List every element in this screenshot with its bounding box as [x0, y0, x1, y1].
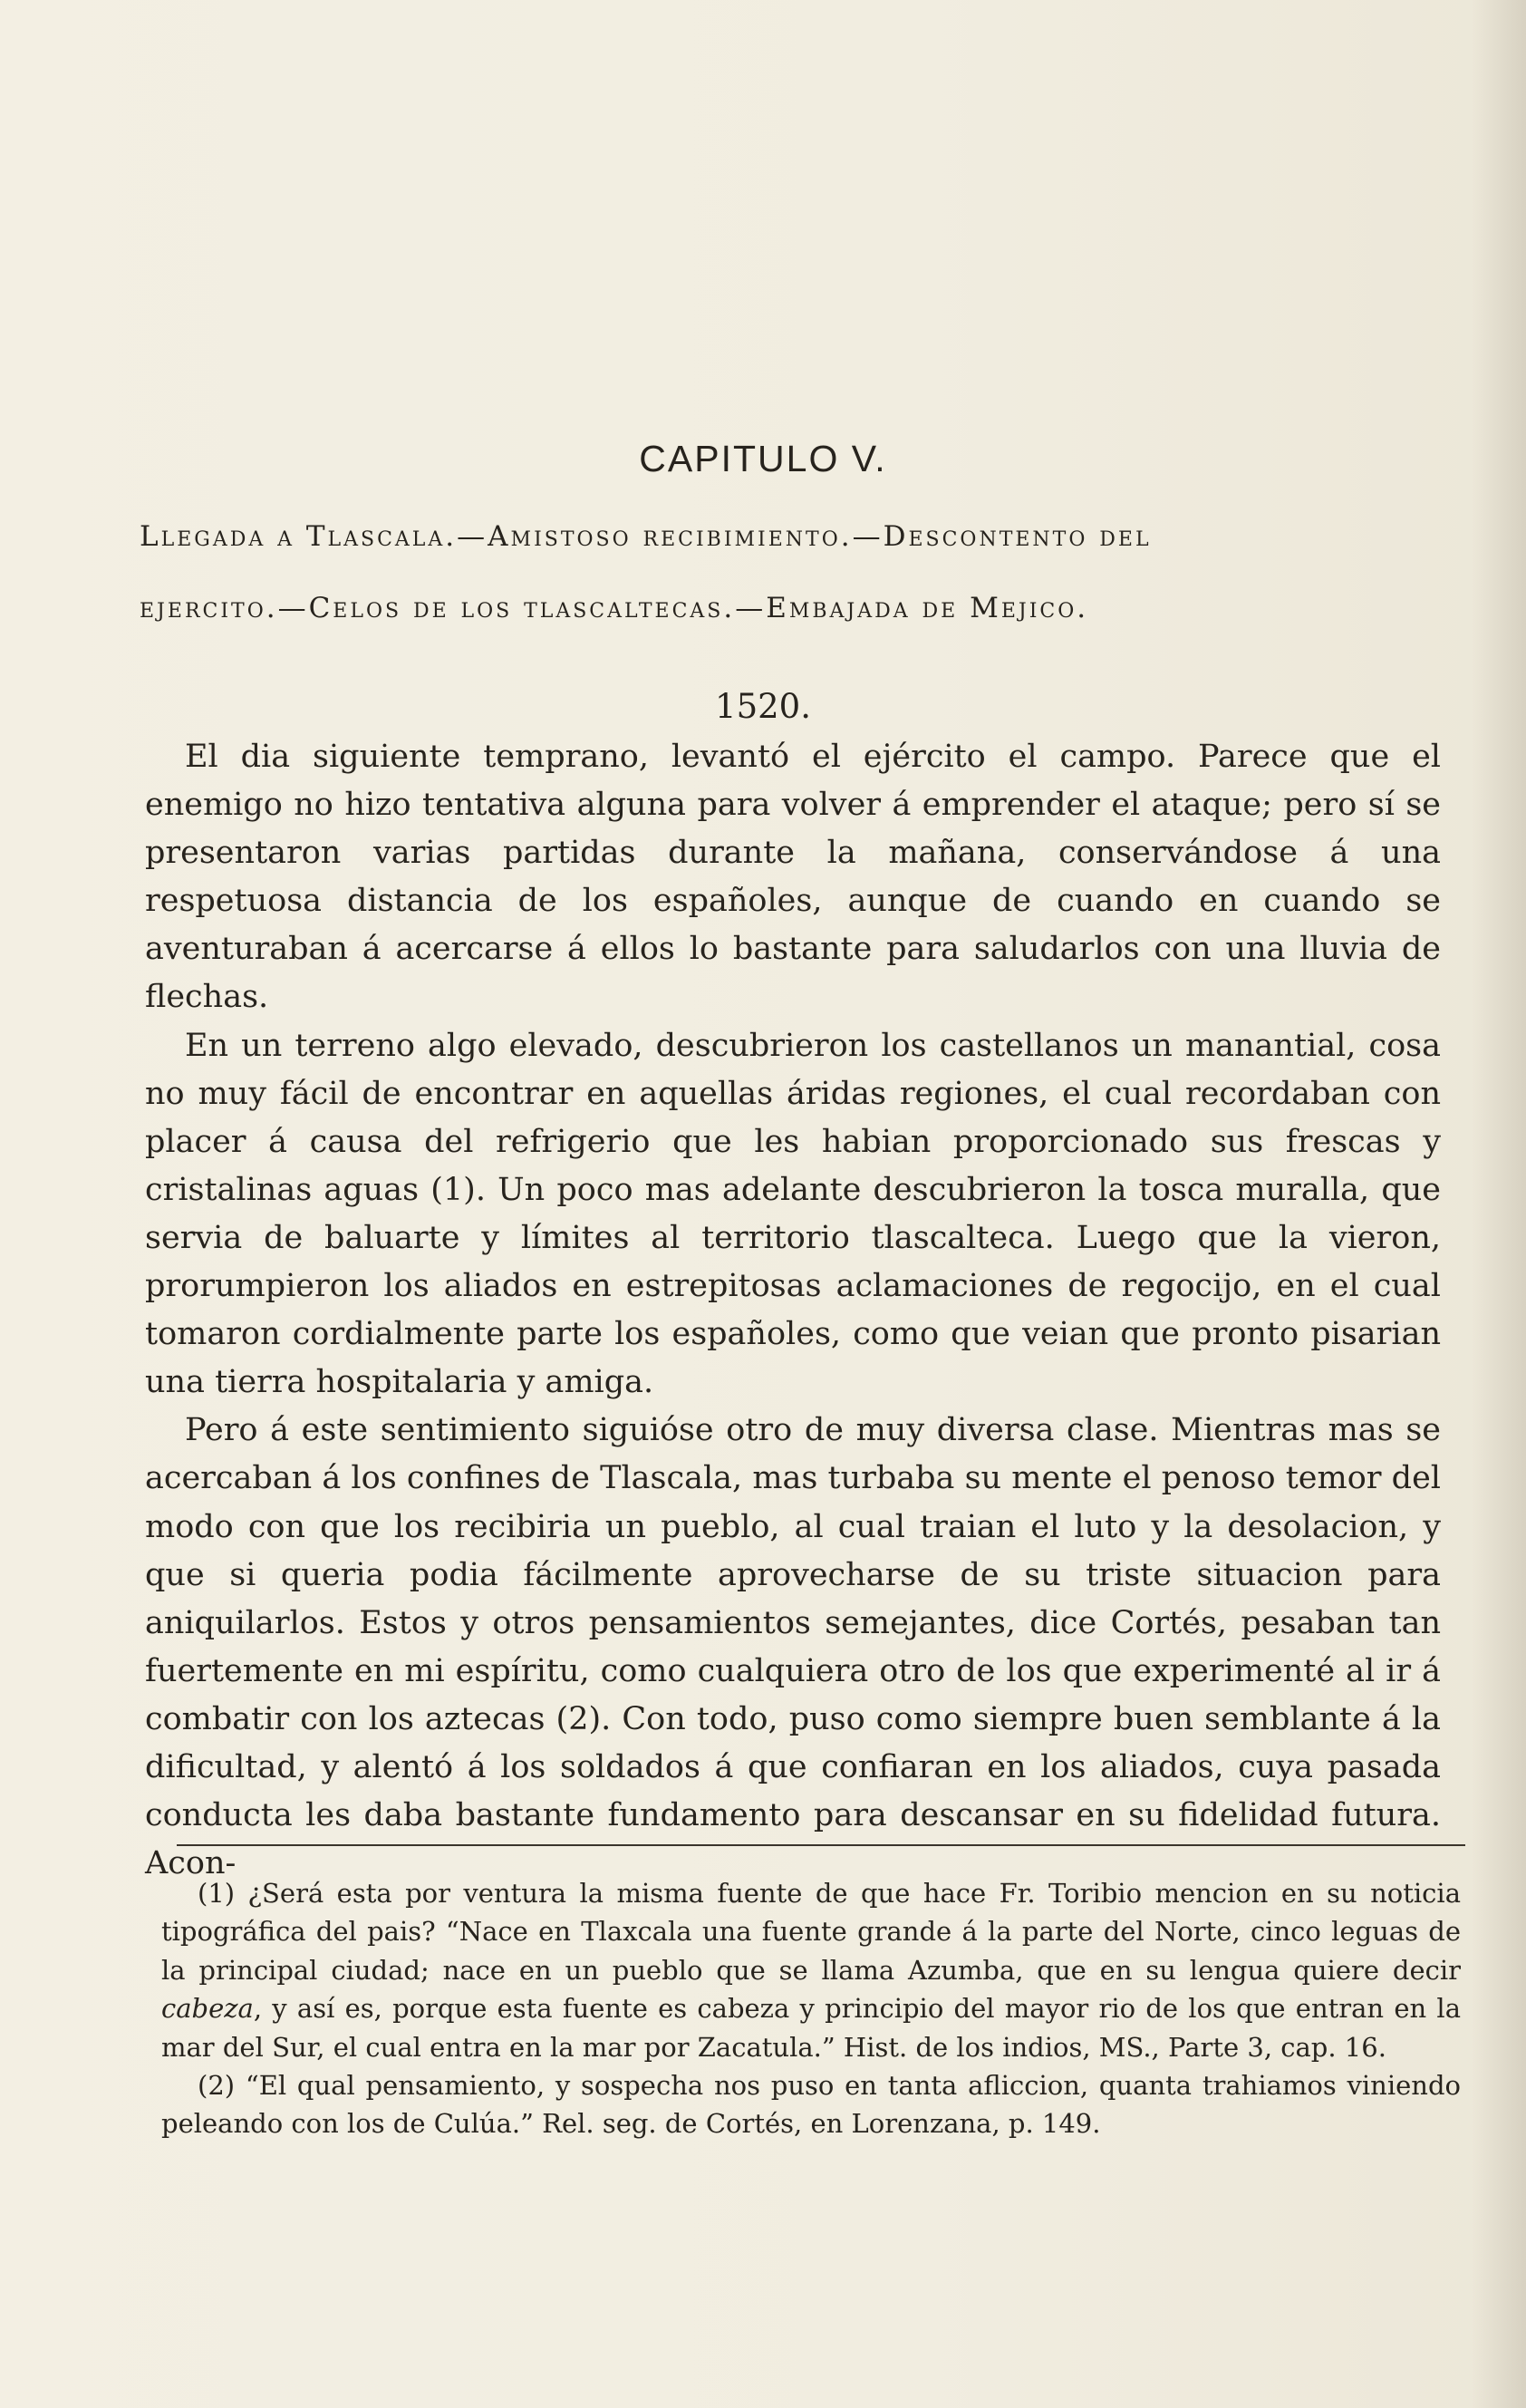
chapter-year: 1520.	[715, 687, 811, 726]
paragraph: Pero á este sentimiento siguióse otro de muy diversa clase. Mientras mas se acercaban á los confines de Tlascala, mas turbaba su mente el penoso temor del modo con que los recibiria un pueblo, al cual traian el luto y la desolacion, y que si queria podia fácilmente aprovecharse de su triste situacion para aniquilarlos. Estos y otros pensamientos semejantes, dice Cortés, pesaban tan fuertemente en mi espíritu, como cualquiera otro de los que experimenté al ir á combatir con los aztecas (2). Con todo, puso como siempre buen semblante á la dificultad, y alentó á los soldados á que confiaran en los aliados, cuya pasada conducta les daba bastante fundamento para descansar en su fidelidad futura. Acon-	[145, 1412, 1441, 1882]
footnote-1	[161, 1874, 1461, 2066]
chapter-summary-line-1: Llegada a Tlascala.—Amistoso recibimiento.—Descontento del	[140, 520, 1152, 553]
paragraph: El dia siguiente temprano, levantó el ejército el campo. Parece que el enemigo no hizo tentativa alguna para volver á emprender el ataque; pero sí se presentaron varias partidas durante la mañana, conservándose á una respetuosa distancia de los españoles, aunque de cuando en cuando se aventuraban á acercarse á ellos lo bastante para saludarlos con una lluvia de flechas.	[145, 739, 1441, 1016]
footnote-1-text: (1) ¿Será esta por ventura la misma fuente de que hace Fr. Toribio mencion en su noticia tipográfica del pais? “Nace en Tlaxcala una fuente grande á la parte del Norte, cinco leguas de la principal ciudad; nace en un pueblo que se llama Azumba, que en su lengua quiere decir	[161, 1878, 1461, 1986]
footnotes	[161, 1874, 1461, 2143]
chapter-summary-line-2: ejercito.—Celos de los tlascaltecas.—Embajada de Mejico.	[140, 592, 1089, 624]
paragraph: En un terreno algo elevado, descubrieron los castellanos un manantial, cosa no muy fácil de encontrar en aquellas áridas regiones, el cual recordaban con placer á causa del refrigerio que les habian proporcionado sus frescas y cristalinas aguas (1). Un poco mas adelante descubrieron la tosca muralla, que servia de baluarte y límites al territorio tlascalteca. Luego que la vieron, prorumpieron los aliados en estrepitosas aclamaciones de regocijo, en el cual tomaron cordialmente parte los españoles, como que veian que pronto pisarian una tierra hospitalaria y amiga.	[145, 1027, 1441, 1401]
page-edge-shadow	[1472, 0, 1526, 2408]
chapter-title: CAPITULO V.	[639, 438, 887, 479]
footnote-1-italic: cabeza	[161, 1993, 254, 2025]
footnote-2: (2) “El qual pensamiento, y sospecha nos puso en tanta afliccion, quanta trahiamos viniendo peleando con los de Culúa.” Rel. seg. de Cortés, en Lorenzana, p. 149.	[161, 2070, 1461, 2140]
body-text	[145, 733, 1441, 1888]
footnote-1-text-end: , y así es, porque esta fuente es cabeza y principio del mayor rio de los que entran en la mar del Sur, el cual entra en la mar por Zacatula.” Hist. de los indios, MS., Parte 3, cap. 16.	[161, 1993, 1461, 2063]
footnote-divider	[177, 1844, 1465, 1846]
